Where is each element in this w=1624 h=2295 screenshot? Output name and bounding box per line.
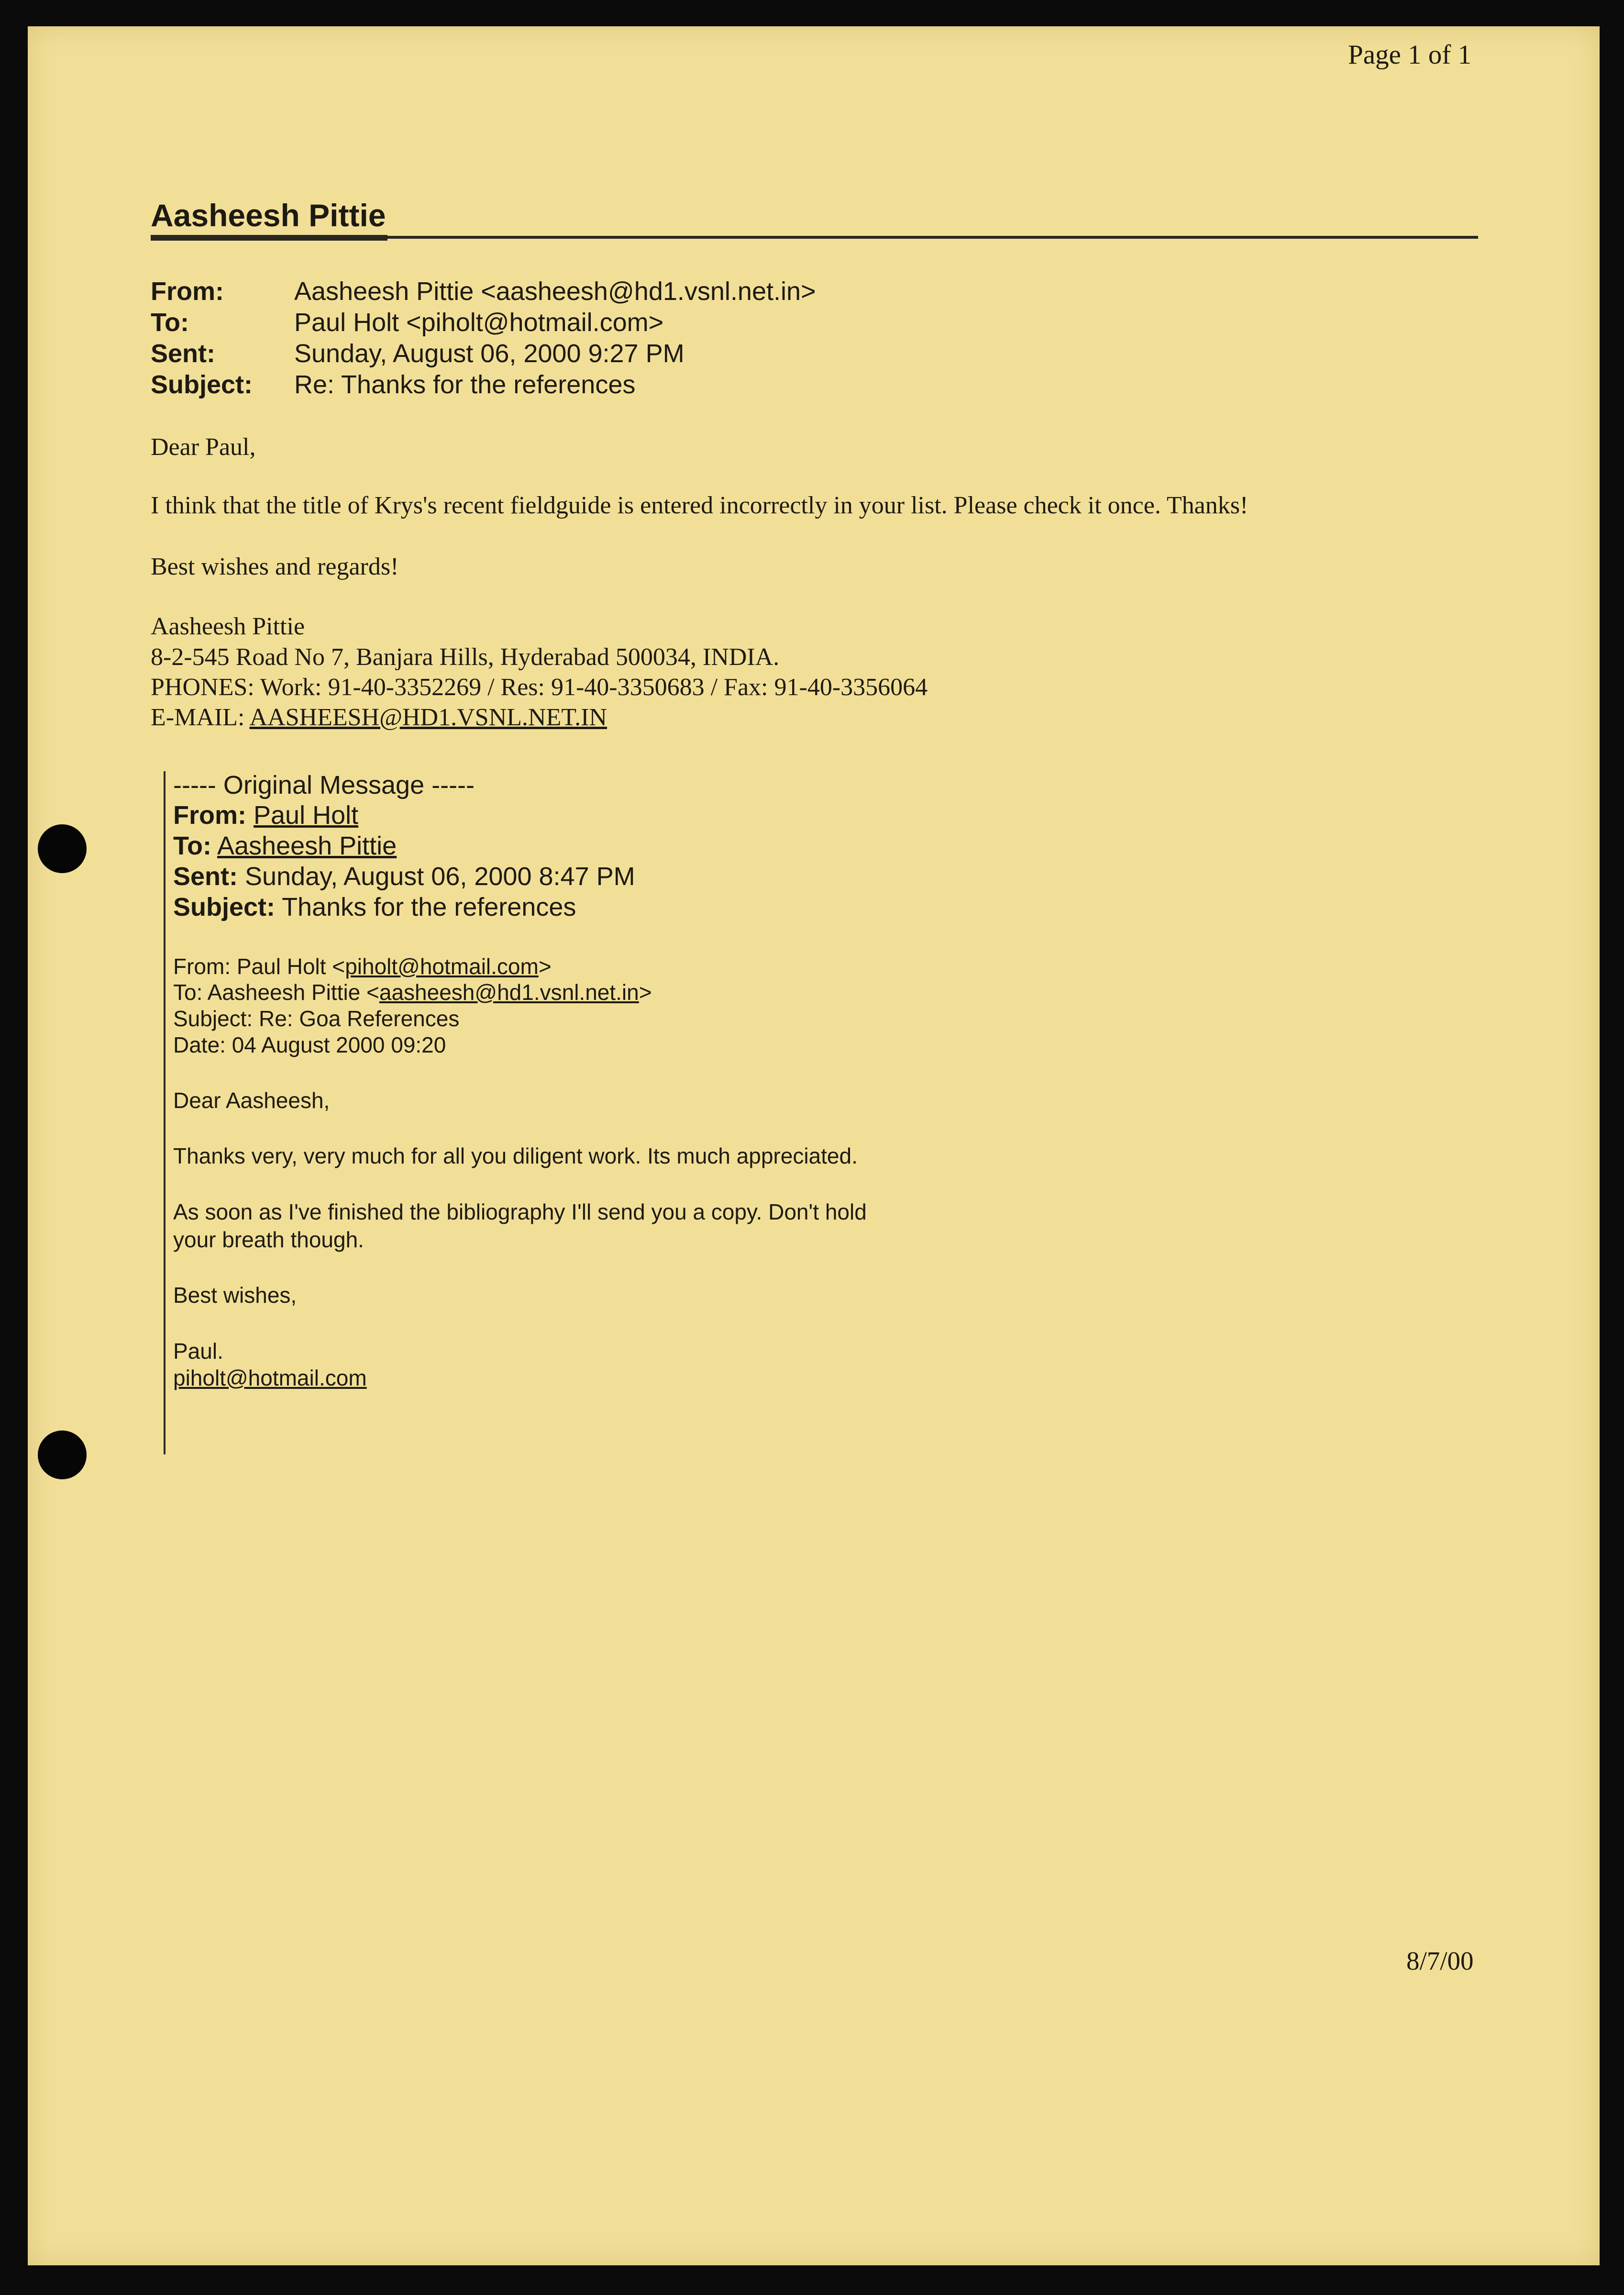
punch-hole bbox=[38, 824, 87, 873]
original-from-line bbox=[173, 800, 358, 830]
inner-to-prefix: To: Aasheesh Pittie < bbox=[173, 980, 379, 1005]
inner-paragraph-2-line-1: As soon as I've finished the bibliography I'll send you a copy. Don't hold bbox=[173, 1199, 867, 1224]
inner-signature-name: Paul. bbox=[173, 1339, 223, 1364]
signature-name: Aasheesh Pittie bbox=[151, 613, 305, 640]
original-from-link[interactable]: Paul Holt bbox=[254, 801, 359, 830]
to-value: Paul Holt <piholt@hotmail.com> bbox=[294, 308, 664, 337]
to-label: To: bbox=[151, 308, 189, 337]
signature-email-line bbox=[151, 702, 607, 733]
original-message-divider: ----- Original Message ----- bbox=[173, 771, 475, 799]
original-from-label: From: bbox=[173, 801, 246, 830]
inner-from-line bbox=[173, 953, 552, 979]
inner-paragraph-2-line-2: your breath though. bbox=[173, 1227, 364, 1252]
heading-divider-accent bbox=[151, 235, 387, 241]
sent-value: Sunday, August 06, 2000 9:27 PM bbox=[294, 339, 685, 368]
original-sent-value: Sunday, August 06, 2000 8:47 PM bbox=[245, 862, 635, 891]
sent-label: Sent: bbox=[151, 339, 215, 368]
inner-to-suffix: > bbox=[639, 980, 652, 1005]
quote-bar bbox=[164, 771, 166, 1454]
inner-from-email-link[interactable]: piholt@hotmail.com bbox=[345, 954, 539, 979]
body-paragraph: I think that the title of Krys's recent fieldguide is entered incorrectly in your list. Please check it once. Thanks! bbox=[151, 492, 1248, 519]
inner-closing: Best wishes, bbox=[173, 1283, 297, 1308]
signature-phones: PHONES: Work: 91-40-3352269 / Res: 91-40-3350683 / Fax: 91-40-3356064 bbox=[151, 674, 928, 701]
inner-paragraph-1: Thanks very, very much for all you diligent work. Its much appreciated. bbox=[173, 1143, 858, 1168]
original-sent-line bbox=[173, 862, 635, 891]
inner-from-suffix: > bbox=[538, 954, 552, 979]
original-to-link[interactable]: Aasheesh Pittie bbox=[217, 832, 397, 860]
inner-to-email-link[interactable]: aasheesh@hd1.vsnl.net.in bbox=[379, 980, 639, 1005]
inner-greeting: Dear Aasheesh, bbox=[173, 1088, 330, 1113]
original-to-line bbox=[173, 831, 397, 861]
punch-hole bbox=[38, 1430, 87, 1479]
signature-email-label: E-MAIL: bbox=[151, 704, 250, 731]
original-subject-value: Thanks for the references bbox=[282, 893, 576, 921]
greeting: Dear Paul, bbox=[151, 433, 256, 461]
closing: Best wishes and regards! bbox=[151, 553, 399, 580]
original-subject-line bbox=[173, 892, 576, 922]
from-value: Aasheesh Pittie <aasheesh@hd1.vsnl.net.in> bbox=[294, 277, 816, 306]
original-sent-label: Sent: bbox=[173, 862, 238, 891]
inner-signature-email-link[interactable]: piholt@hotmail.com bbox=[173, 1365, 367, 1390]
original-to-label: To: bbox=[173, 832, 211, 860]
subject-value: Re: Thanks for the references bbox=[294, 370, 636, 399]
inner-subject: Subject: Re: Goa References bbox=[173, 1006, 460, 1031]
inner-to-line bbox=[173, 979, 652, 1005]
inner-from-prefix: From: Paul Holt < bbox=[173, 954, 345, 979]
signature-address: 8-2-545 Road No 7, Banjara Hills, Hyderabad 500034, INDIA. bbox=[151, 643, 780, 671]
from-label: From: bbox=[151, 277, 224, 306]
original-subject-label: Subject: bbox=[173, 893, 276, 921]
footer-date: 8/7/00 bbox=[1406, 1946, 1474, 1975]
signature-email-link[interactable]: AASHEESH@HD1.VSNL.NET.IN bbox=[249, 704, 607, 731]
sender-heading: Aasheesh Pittie bbox=[151, 198, 386, 233]
page-indicator: Page 1 of 1 bbox=[1348, 40, 1472, 70]
subject-label: Subject: bbox=[151, 370, 253, 399]
inner-date: Date: 04 August 2000 09:20 bbox=[173, 1032, 446, 1057]
